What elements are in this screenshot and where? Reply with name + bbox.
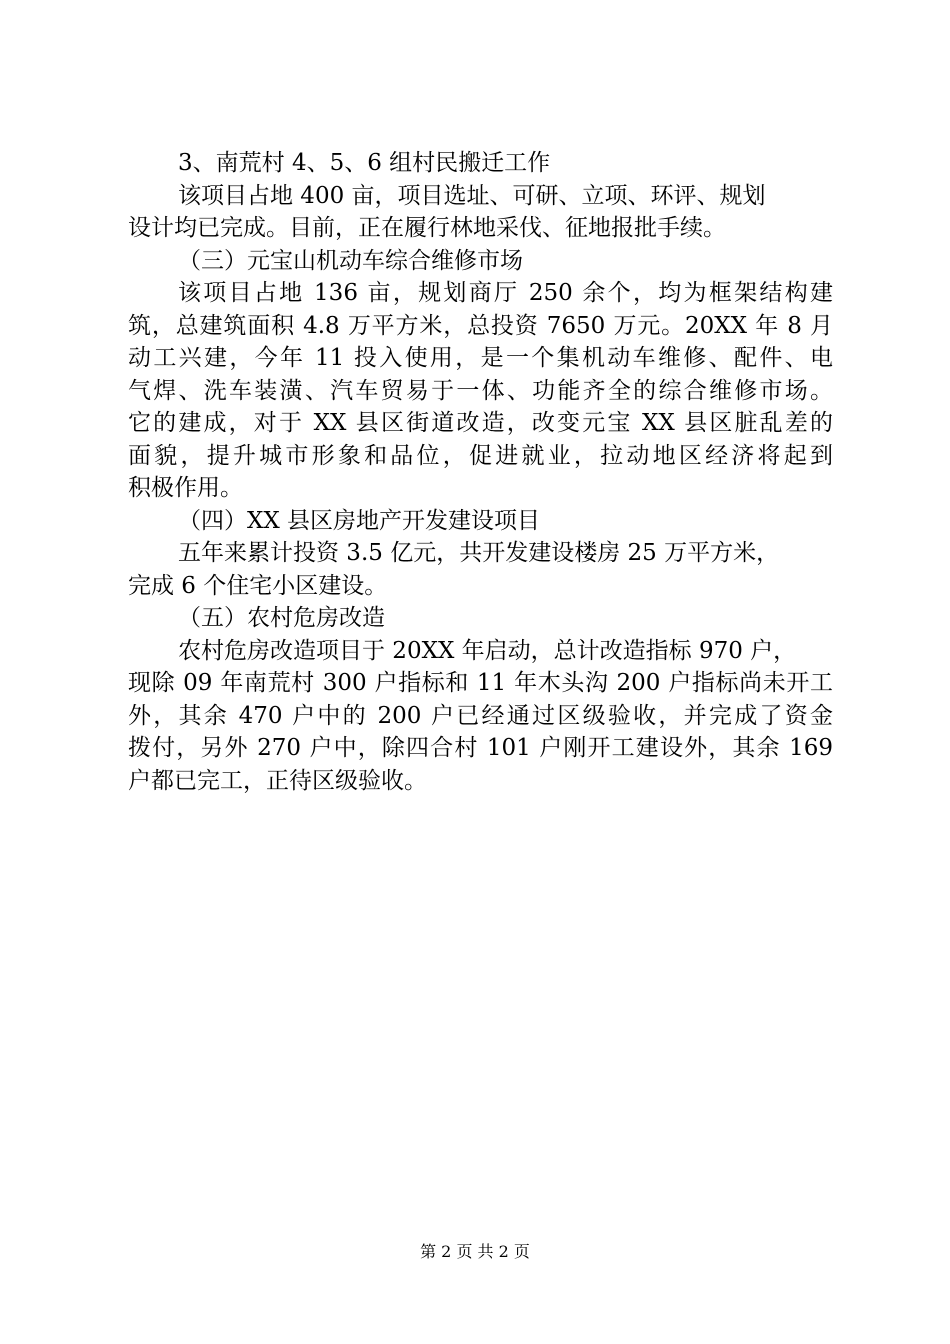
section-heading: （三）元宝山机动车综合维修市场 xyxy=(178,247,523,274)
paragraph-line: 积极作用。 xyxy=(128,475,243,501)
paragraph-line: 动工兴建，今年 11 投入使用，是一个集机动车维修、配件、电 xyxy=(128,345,833,371)
document-body xyxy=(128,147,833,797)
paragraph-line: 设计均已完成。目前，正在履行林地采伐、征地报批手续。 xyxy=(128,215,726,241)
paragraph-line: 该项目占地 400 亩，项目选址、可研、立项、环评、规划 xyxy=(178,182,766,209)
paragraph-line: 完成 6 个住宅小区建设。 xyxy=(128,572,388,599)
paragraph-line: 筑，总建筑面积 4.8 万平方米，总投资 7650 万元。20XX 年 8 月 xyxy=(128,312,833,339)
page-number-footer: 第 2 页 共 2 页 xyxy=(420,1242,530,1261)
paragraph-line: 面貌，提升城市形象和品位，促进就业，拉动地区经济将起到 xyxy=(128,442,833,469)
paragraph-line: 该项目占地 136 亩，规划商厅 250 余个，均为框架结构建 xyxy=(178,280,833,306)
paragraph-line: 五年来累计投资 3.5 亿元，共开发建设楼房 25 万平方米， xyxy=(178,540,780,566)
paragraph-line: 农村危房改造项目于 20XX 年启动，总计改造指标 970 户， xyxy=(178,637,797,664)
paragraph-line: 现除 09 年南荒村 300 户指标和 11 年木头沟 200 户指标尚未开工 xyxy=(128,670,833,696)
paragraph-line: 外，其余 470 户中的 200 户已经通过区级验收，并完成了资金 xyxy=(128,702,833,729)
paragraph-line: 它的建成，对于 XX 县区街道改造，改变元宝 XX 县区脏乱差的 xyxy=(128,410,833,436)
paragraph-line: 气焊、洗车装潢、汽车贸易于一体、功能齐全的综合维修市场。 xyxy=(128,377,833,404)
section-heading: （五）农村危房改造 xyxy=(178,605,385,631)
section-heading: （四）XX 县区房地产开发建设项目 xyxy=(178,507,541,534)
paragraph-line: 拨付，另外 270 户中，除四合村 101 户刚开工建设外，其余 169 xyxy=(128,735,833,761)
list-item-heading: 3、南荒村 4、5、6 组村民搬迁工作 xyxy=(178,150,551,176)
paragraph-line: 户都已完工，正待区级验收。 xyxy=(128,767,427,794)
